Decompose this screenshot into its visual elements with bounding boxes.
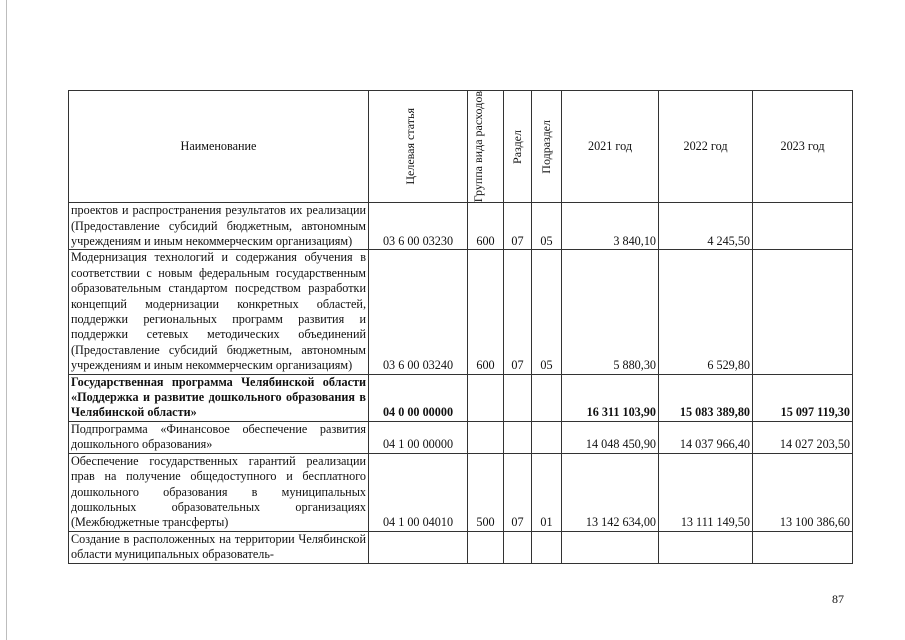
row-target-article: 04 1 00 04010 — [369, 453, 468, 531]
header-razdel-label: Раздел — [510, 129, 524, 164]
row-podrazdel: 05 — [532, 250, 562, 374]
row-name: Государственная программа Челябинской области «Поддержка и развитие дошкольного образования в Челябинской области» — [69, 374, 369, 421]
header-2022: 2022 год — [659, 91, 753, 203]
row-expense-group: 500 — [468, 453, 504, 531]
row-razdel — [504, 421, 532, 453]
row-target-article — [369, 531, 468, 563]
table-header-row — [69, 91, 853, 203]
header-target-article — [369, 91, 468, 203]
row-2021: 3 840,10 — [562, 203, 659, 250]
row-podrazdel — [532, 374, 562, 421]
row-2023 — [753, 203, 853, 250]
row-name: Модернизация технологий и содержания обучения в соответствии с новым федеральным государственным образовательным стандартом посредством разработки концепций модернизации конкретных областей, поддержки региональных программ развития и поддержки сетевых методических объединений (Предоставление субсидий бюджетным, автономным учреждениям и иным некоммерческим организациям) — [69, 250, 369, 374]
row-target-article: 03 6 00 03230 — [369, 203, 468, 250]
row-expense-group — [468, 531, 504, 563]
row-2023: 14 027 203,50 — [753, 421, 853, 453]
row-expense-group — [468, 421, 504, 453]
row-2023 — [753, 531, 853, 563]
row-2022 — [659, 531, 753, 563]
row-2023 — [753, 250, 853, 374]
row-2022: 13 111 149,50 — [659, 453, 753, 531]
row-name: Создание в расположенных на территории Челябинской области муниципальных образователь- — [69, 531, 369, 563]
row-razdel: 07 — [504, 250, 532, 374]
row-name: Подпрограмма «Финансовое обеспечение развития дошкольного образования» — [69, 421, 369, 453]
row-expense-group — [468, 374, 504, 421]
row-podrazdel — [532, 531, 562, 563]
header-podrazdel-label: Подраздел — [539, 119, 553, 174]
row-2022: 4 245,50 — [659, 203, 753, 250]
row-expense-group: 600 — [468, 250, 504, 374]
row-2022: 14 037 966,40 — [659, 421, 753, 453]
table-row — [69, 531, 853, 563]
row-podrazdel: 05 — [532, 203, 562, 250]
page-number: 87 — [832, 592, 844, 606]
row-2023: 15 097 119,30 — [753, 374, 853, 421]
row-2022: 6 529,80 — [659, 250, 753, 374]
header-expense-group-label: Группа вида расходов — [470, 91, 485, 203]
table-row — [69, 203, 853, 250]
table-row — [69, 374, 853, 421]
row-razdel: 07 — [504, 203, 532, 250]
row-name: проектов и распространения результатов их реализации (Предоставление субсидий бюджетным, автономным учреждениям и иным некоммерческим организациям) — [69, 203, 369, 250]
header-name: Наименование — [69, 91, 369, 203]
header-podrazdel — [532, 91, 562, 203]
row-name: Обеспечение государственных гарантий реализации прав на получение общедоступного и бесплатного дошкольного образования в муниципальных дошкольных образовательных организациях (Межбюджетные трансферты) — [69, 453, 369, 531]
row-razdel — [504, 531, 532, 563]
row-podrazdel: 01 — [532, 453, 562, 531]
table-row — [69, 421, 853, 453]
header-target-article-label: Целевая статья — [403, 108, 417, 185]
row-2021: 5 880,30 — [562, 250, 659, 374]
row-target-article: 04 0 00 00000 — [369, 374, 468, 421]
header-razdel — [504, 91, 532, 203]
row-target-article: 03 6 00 03240 — [369, 250, 468, 374]
header-expense-group — [468, 91, 504, 203]
row-2021: 13 142 634,00 — [562, 453, 659, 531]
row-2022: 15 083 389,80 — [659, 374, 753, 421]
row-2021: 16 311 103,90 — [562, 374, 659, 421]
row-2023: 13 100 386,60 — [753, 453, 853, 531]
table-row — [69, 453, 853, 531]
row-2021 — [562, 531, 659, 563]
row-2021: 14 048 450,90 — [562, 421, 659, 453]
row-expense-group: 600 — [468, 203, 504, 250]
row-target-article: 04 1 00 00000 — [369, 421, 468, 453]
budget-table — [68, 90, 853, 564]
header-2021: 2021 год — [562, 91, 659, 203]
row-razdel: 07 — [504, 453, 532, 531]
header-2023: 2023 год — [753, 91, 853, 203]
left-margin-line — [6, 0, 7, 640]
row-podrazdel — [532, 421, 562, 453]
row-razdel — [504, 374, 532, 421]
table-row — [69, 250, 853, 374]
